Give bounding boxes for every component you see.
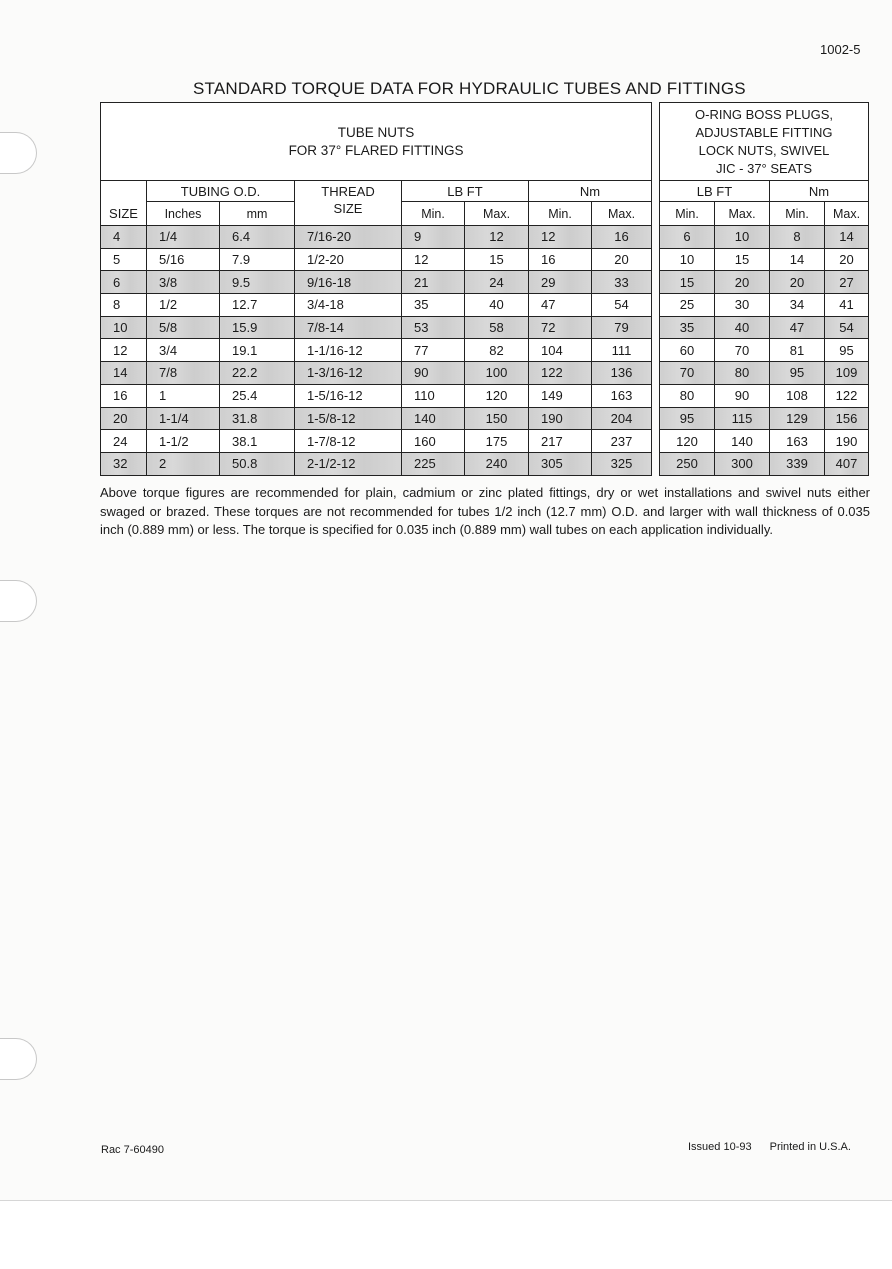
mm-cell: 38.1 (220, 430, 295, 453)
nm-max-cell: 33 (592, 271, 652, 294)
printed-location: Printed in U.S.A. (769, 1141, 851, 1153)
oring-lbft-max-cell: 300 (715, 452, 770, 475)
oring-torque-row (660, 339, 869, 362)
torque-row (101, 430, 652, 453)
nm-max-cell: 325 (592, 452, 652, 475)
size-cell: 12 (101, 339, 147, 362)
nm-min-cell: 47 (529, 294, 592, 317)
nm-min-cell: 122 (529, 362, 592, 385)
oring-torque-row (660, 430, 869, 453)
inches-cell: 5/16 (147, 248, 220, 271)
torque-row (101, 271, 652, 294)
size-cell: 6 (101, 271, 147, 294)
lbft-min-cell: 225 (402, 452, 465, 475)
nm-max-cell: 237 (592, 430, 652, 453)
oring-lbft-min-cell: 10 (660, 248, 715, 271)
mm-header: mm (220, 202, 295, 226)
inches-cell: 3/4 (147, 339, 220, 362)
oring-nm-min-cell: 95 (770, 362, 825, 385)
inches-cell: 7/8 (147, 362, 220, 385)
inches-cell: 1 (147, 384, 220, 407)
oring-nm-min-cell: 81 (770, 339, 825, 362)
lbft-max-header: Max. (465, 202, 529, 226)
lbft-max-cell: 40 (465, 294, 529, 317)
document-code: Rac 7-60490 (101, 1144, 164, 1156)
oring-torque-row (660, 316, 869, 339)
thread-cell: 1-5/8-12 (295, 407, 402, 430)
oring-nm-max-cell: 95 (825, 339, 869, 362)
tube-nuts-table (100, 102, 651, 475)
nm-header: Nm (529, 181, 652, 202)
lbft-min-header: Min. (402, 202, 465, 226)
thread-cell: 7/16-20 (295, 226, 402, 249)
lbft-min-cell: 140 (402, 407, 465, 430)
oring-nm-min-cell: 129 (770, 407, 825, 430)
nm-max-cell: 136 (592, 362, 652, 385)
mm-cell: 7.9 (220, 248, 295, 271)
lbft-min-cell: 21 (402, 271, 465, 294)
lbft-min-cell: 12 (402, 248, 465, 271)
nm-min-cell: 12 (529, 226, 592, 249)
binder-hole-middle (0, 580, 37, 622)
lbft-max-cell: 175 (465, 430, 529, 453)
oring-nm-max-cell: 109 (825, 362, 869, 385)
tube-nuts-heading: TUBE NUTS FOR 37° FLARED FITTINGS (101, 103, 652, 181)
lbft-min-cell: 9 (402, 226, 465, 249)
size-cell: 5 (101, 248, 147, 271)
lbft-max-cell: 82 (465, 339, 529, 362)
oring-lbft-max-header: Max. (715, 202, 770, 226)
oring-lbft-min-cell: 95 (660, 407, 715, 430)
mm-cell: 31.8 (220, 407, 295, 430)
mm-cell: 25.4 (220, 384, 295, 407)
oring-lbft-max-cell: 90 (715, 384, 770, 407)
oring-nm-max-cell: 122 (825, 384, 869, 407)
mm-cell: 12.7 (220, 294, 295, 317)
oring-nm-max-cell: 407 (825, 452, 869, 475)
oring-nm-max-cell: 156 (825, 407, 869, 430)
inches-cell: 2 (147, 452, 220, 475)
oring-lbft-max-cell: 70 (715, 339, 770, 362)
size-header-blank (101, 181, 147, 202)
oring-lbft-max-cell: 140 (715, 430, 770, 453)
inches-cell: 1-1/4 (147, 407, 220, 430)
mm-cell: 19.1 (220, 339, 295, 362)
thread-cell: 9/16-18 (295, 271, 402, 294)
inches-cell: 3/8 (147, 271, 220, 294)
size-cell: 20 (101, 407, 147, 430)
lbft-min-cell: 110 (402, 384, 465, 407)
mm-cell: 15.9 (220, 316, 295, 339)
size-cell: 16 (101, 384, 147, 407)
oring-lbft-min-cell: 6 (660, 226, 715, 249)
torque-row (101, 226, 652, 249)
size-cell: 10 (101, 316, 147, 339)
oring-lbft-min-cell: 15 (660, 271, 715, 294)
lbft-max-cell: 150 (465, 407, 529, 430)
oring-nm-min-cell: 339 (770, 452, 825, 475)
oring-lbft-max-cell: 115 (715, 407, 770, 430)
oring-nm-min-cell: 20 (770, 271, 825, 294)
lbft-max-cell: 12 (465, 226, 529, 249)
size-cell: 8 (101, 294, 147, 317)
oring-torque-row (660, 384, 869, 407)
oring-nm-min-cell: 34 (770, 294, 825, 317)
oring-lbft-min-cell: 250 (660, 452, 715, 475)
torque-row (101, 384, 652, 407)
oring-nm-max-header: Max. (825, 202, 869, 226)
torque-row (101, 316, 652, 339)
size-cell: 14 (101, 362, 147, 385)
thread-size-header: THREAD SIZE (295, 181, 402, 226)
nm-min-cell: 149 (529, 384, 592, 407)
nm-max-cell: 163 (592, 384, 652, 407)
oring-nm-max-cell: 27 (825, 271, 869, 294)
nm-min-cell: 29 (529, 271, 592, 294)
nm-max-cell: 111 (592, 339, 652, 362)
oring-nm-header: Nm (770, 181, 869, 202)
oring-nm-max-cell: 41 (825, 294, 869, 317)
binder-hole-top (0, 132, 37, 174)
nm-max-cell: 20 (592, 248, 652, 271)
oring-lbft-min-header: Min. (660, 202, 715, 226)
oring-nm-max-cell: 190 (825, 430, 869, 453)
oring-nm-max-cell: 14 (825, 226, 869, 249)
oring-lbft-max-cell: 15 (715, 248, 770, 271)
inches-cell: 1/4 (147, 226, 220, 249)
oring-torque-row (660, 294, 869, 317)
oring-lbft-max-cell: 30 (715, 294, 770, 317)
lbft-min-cell: 77 (402, 339, 465, 362)
size-cell: 32 (101, 452, 147, 475)
oring-torque-row (660, 226, 869, 249)
torque-row (101, 362, 652, 385)
oring-lbft-max-cell: 20 (715, 271, 770, 294)
thread-cell: 2-1/2-12 (295, 452, 402, 475)
lbft-max-cell: 24 (465, 271, 529, 294)
torque-row (101, 452, 652, 475)
oring-nm-min-cell: 108 (770, 384, 825, 407)
mm-cell: 22.2 (220, 362, 295, 385)
torque-note: Above torque figures are recommended for plain, cadmium or zinc plated fittings, dry or wet installations and swivel nuts either swaged or brazed. These torques are not recommended for tubes 1/2 inch (12.7 mm) O.D. and larger with wall thickness of 0.035 inch (0.889 mm) or less. The torque is specified for 0.035 inch (0.889 mm) wall tubes on each application individually. (100, 485, 870, 537)
oring-lbft-min-cell: 120 (660, 430, 715, 453)
thread-cell: 1-1/16-12 (295, 339, 402, 362)
oring-lbft-min-cell: 80 (660, 384, 715, 407)
lbft-min-cell: 90 (402, 362, 465, 385)
nm-max-cell: 54 (592, 294, 652, 317)
nm-max-cell: 16 (592, 226, 652, 249)
oring-table (659, 102, 868, 475)
footer-info (688, 1141, 851, 1153)
oring-nm-min-cell: 163 (770, 430, 825, 453)
nm-min-cell: 72 (529, 316, 592, 339)
mm-cell: 50.8 (220, 452, 295, 475)
thread-cell: 3/4-18 (295, 294, 402, 317)
thread-cell: 1-3/16-12 (295, 362, 402, 385)
page-number: 1002-5 (820, 42, 861, 57)
lbft-max-cell: 240 (465, 452, 529, 475)
size-cell: 4 (101, 226, 147, 249)
mm-cell: 9.5 (220, 271, 295, 294)
nm-max-cell: 204 (592, 407, 652, 430)
oring-nm-max-cell: 20 (825, 248, 869, 271)
oring-lbft-max-cell: 80 (715, 362, 770, 385)
issued-date: Issued 10-93 (688, 1141, 752, 1153)
oring-torque-row (660, 407, 869, 430)
thread-cell: 7/8-14 (295, 316, 402, 339)
lbft-max-cell: 15 (465, 248, 529, 271)
nm-min-cell: 217 (529, 430, 592, 453)
torque-row (101, 248, 652, 271)
inches-cell: 1/2 (147, 294, 220, 317)
inches-cell: 5/8 (147, 316, 220, 339)
oring-lbft-min-cell: 35 (660, 316, 715, 339)
tubing-od-header: TUBING O.D. (147, 181, 295, 202)
thread-cell: 1/2-20 (295, 248, 402, 271)
page-title: STANDARD TORQUE DATA FOR HYDRAULIC TUBES AND FITTINGS (193, 79, 746, 98)
nm-min-header: Min. (529, 202, 592, 226)
thread-cell: 1-7/8-12 (295, 430, 402, 453)
mm-cell: 6.4 (220, 226, 295, 249)
torque-row (101, 339, 652, 362)
torque-row (101, 407, 652, 430)
inches-header: Inches (147, 202, 220, 226)
size-header: SIZE (101, 202, 147, 226)
oring-torque-row (660, 248, 869, 271)
oring-lbft-max-cell: 10 (715, 226, 770, 249)
oring-torque-row (660, 271, 869, 294)
lbft-max-cell: 58 (465, 316, 529, 339)
lbft-max-cell: 100 (465, 362, 529, 385)
lbft-min-cell: 160 (402, 430, 465, 453)
oring-torque-row (660, 452, 869, 475)
oring-lbft-min-cell: 60 (660, 339, 715, 362)
scan-margin (0, 1200, 892, 1269)
oring-lbft-header: LB FT (660, 181, 770, 202)
oring-nm-min-header: Min. (770, 202, 825, 226)
lbft-min-cell: 53 (402, 316, 465, 339)
thread-cell: 1-5/16-12 (295, 384, 402, 407)
oring-lbft-min-cell: 70 (660, 362, 715, 385)
nm-min-cell: 16 (529, 248, 592, 271)
binder-hole-bottom (0, 1038, 37, 1080)
nm-min-cell: 190 (529, 407, 592, 430)
oring-lbft-max-cell: 40 (715, 316, 770, 339)
lbft-header: LB FT (402, 181, 529, 202)
nm-max-cell: 79 (592, 316, 652, 339)
oring-nm-min-cell: 47 (770, 316, 825, 339)
torque-row (101, 294, 652, 317)
inches-cell: 1-1/2 (147, 430, 220, 453)
oring-heading: O-RING BOSS PLUGS, ADJUSTABLE FITTING LOCK NUTS, SWIVEL JIC - 37° SEATS (660, 103, 869, 181)
oring-nm-min-cell: 14 (770, 248, 825, 271)
nm-min-cell: 104 (529, 339, 592, 362)
lbft-max-cell: 120 (465, 384, 529, 407)
size-cell: 24 (101, 430, 147, 453)
nm-min-cell: 305 (529, 452, 592, 475)
lbft-min-cell: 35 (402, 294, 465, 317)
oring-lbft-min-cell: 25 (660, 294, 715, 317)
oring-torque-row (660, 362, 869, 385)
nm-max-header: Max. (592, 202, 652, 226)
oring-nm-min-cell: 8 (770, 226, 825, 249)
oring-nm-max-cell: 54 (825, 316, 869, 339)
